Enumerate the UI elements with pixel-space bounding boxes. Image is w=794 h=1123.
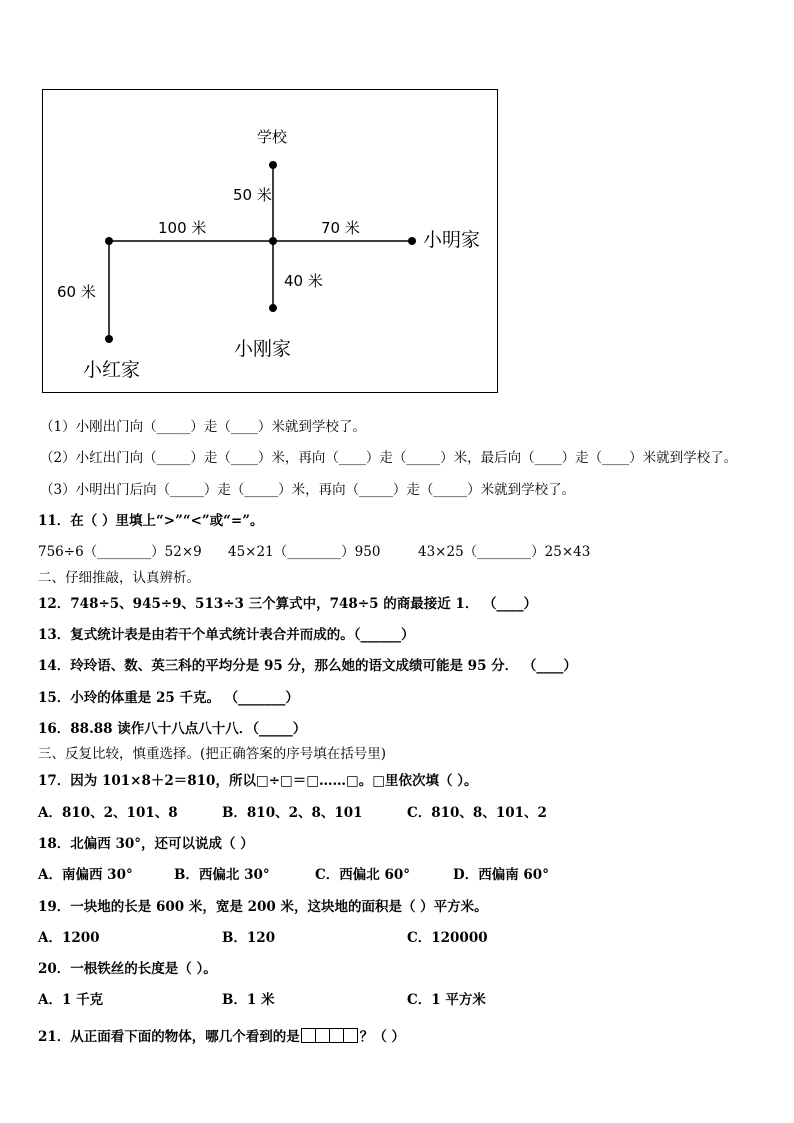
question-17: 17．因为 101×8＋2＝810，所以□÷□＝□……□。□里依次填（ ）。	[38, 773, 478, 789]
label-distance-down: 40 米	[284, 272, 323, 290]
q20-option-a: A．1 千克	[38, 992, 104, 1008]
label-distance-hong: 60 米	[57, 283, 96, 301]
q19-option-b: B．120	[222, 930, 276, 946]
question-21	[38, 1025, 405, 1045]
q11-item-1: 756÷6（________）52×9	[38, 544, 202, 560]
question-16: 16．88.88 读作八十八点八十八．（_____）	[38, 721, 307, 737]
question-21-answer: ？（ ）	[359, 1029, 405, 1045]
xiaoming-point	[408, 237, 416, 245]
left-corner-point	[105, 237, 113, 245]
q18-option-a: A．南偏西 30°	[38, 867, 133, 883]
q19-option-a: A．1200	[38, 930, 100, 946]
label-school: 学校	[257, 128, 288, 146]
label-distance-left: 100 米	[158, 219, 207, 237]
question-11: 11．在（ ）里填上“>”“<”或“=”。	[38, 513, 264, 529]
sub-question-1: （1）小刚出门向（_____）走（____）米就到学校了。	[40, 419, 366, 435]
section-3-heading: 三、反复比较，慎重选择。(把正确答案的序号填在括号里)	[38, 746, 387, 762]
route-map-figure	[42, 89, 498, 393]
label-xiaohong-home: 小红家	[83, 359, 141, 381]
q17-option-a: A．810、2、101、8	[38, 805, 178, 821]
four-squares-icon	[302, 1028, 358, 1045]
school-point	[269, 161, 277, 169]
q18-option-b: B．西偏北 30°	[174, 867, 270, 883]
q17-option-c: C．810、8、101、2	[407, 805, 547, 821]
question-21-text: 21．从正面看下面的物体，哪几个看到的是	[38, 1029, 300, 1045]
question-18: 18．北偏西 30°，还可以说成（ ）	[38, 836, 254, 852]
q18-option-d: D．西偏南 60°	[453, 867, 549, 883]
q19-option-c: C．120000	[407, 930, 488, 946]
question-14: 14．玲玲语、数、英三科的平均分是 95 分，那么她的语文成绩可能是 95 分． （____）	[38, 658, 577, 674]
q18-option-c: C．西偏北 60°	[315, 867, 410, 883]
q11-item-3: 43×25（________）25×43	[418, 544, 591, 560]
sub-question-2: （2）小红出门向（_____）走（____）米，再向（____）走（_____）米，最后向（____）走（____）米就到学校了。	[40, 450, 738, 466]
question-19: 19．一块地的长是 600 米，宽是 200 米，这块地的面积是（ ）平方米。	[38, 899, 488, 915]
question-13: 13．复式统计表是由若干个单式统计表合并而成的。（______）	[38, 627, 415, 643]
label-xiaoming-home: 小明家	[423, 229, 481, 251]
question-12: 12．748÷5、945÷9、513÷3 三个算式中，748÷5 的商最接近 1． （____）	[38, 596, 538, 612]
question-15: 15．小玲的体重是 25 千克。 （_______）	[38, 690, 299, 706]
xiaogang-point	[269, 304, 277, 312]
q11-item-2: 45×21（________）950	[228, 544, 381, 560]
q17-option-b: B．810、2、8、101	[222, 805, 363, 821]
section-2-heading: 二、仔细推敲，认真辨析。	[38, 570, 200, 586]
center-point	[269, 237, 277, 245]
question-20: 20．一根铁丝的长度是（ ）。	[38, 961, 217, 977]
label-distance-school: 50 米	[233, 186, 272, 204]
label-distance-right: 70 米	[321, 219, 360, 237]
q20-option-b: B．1 米	[222, 992, 275, 1008]
q20-option-c: C．1 平方米	[407, 992, 486, 1008]
label-xiaogang-home: 小刚家	[234, 338, 292, 360]
xiaohong-point	[105, 335, 113, 343]
sub-question-3: （3）小明出门后向（_____）走（_____）米，再向（_____）走（_____）米就到学校了。	[40, 482, 576, 498]
